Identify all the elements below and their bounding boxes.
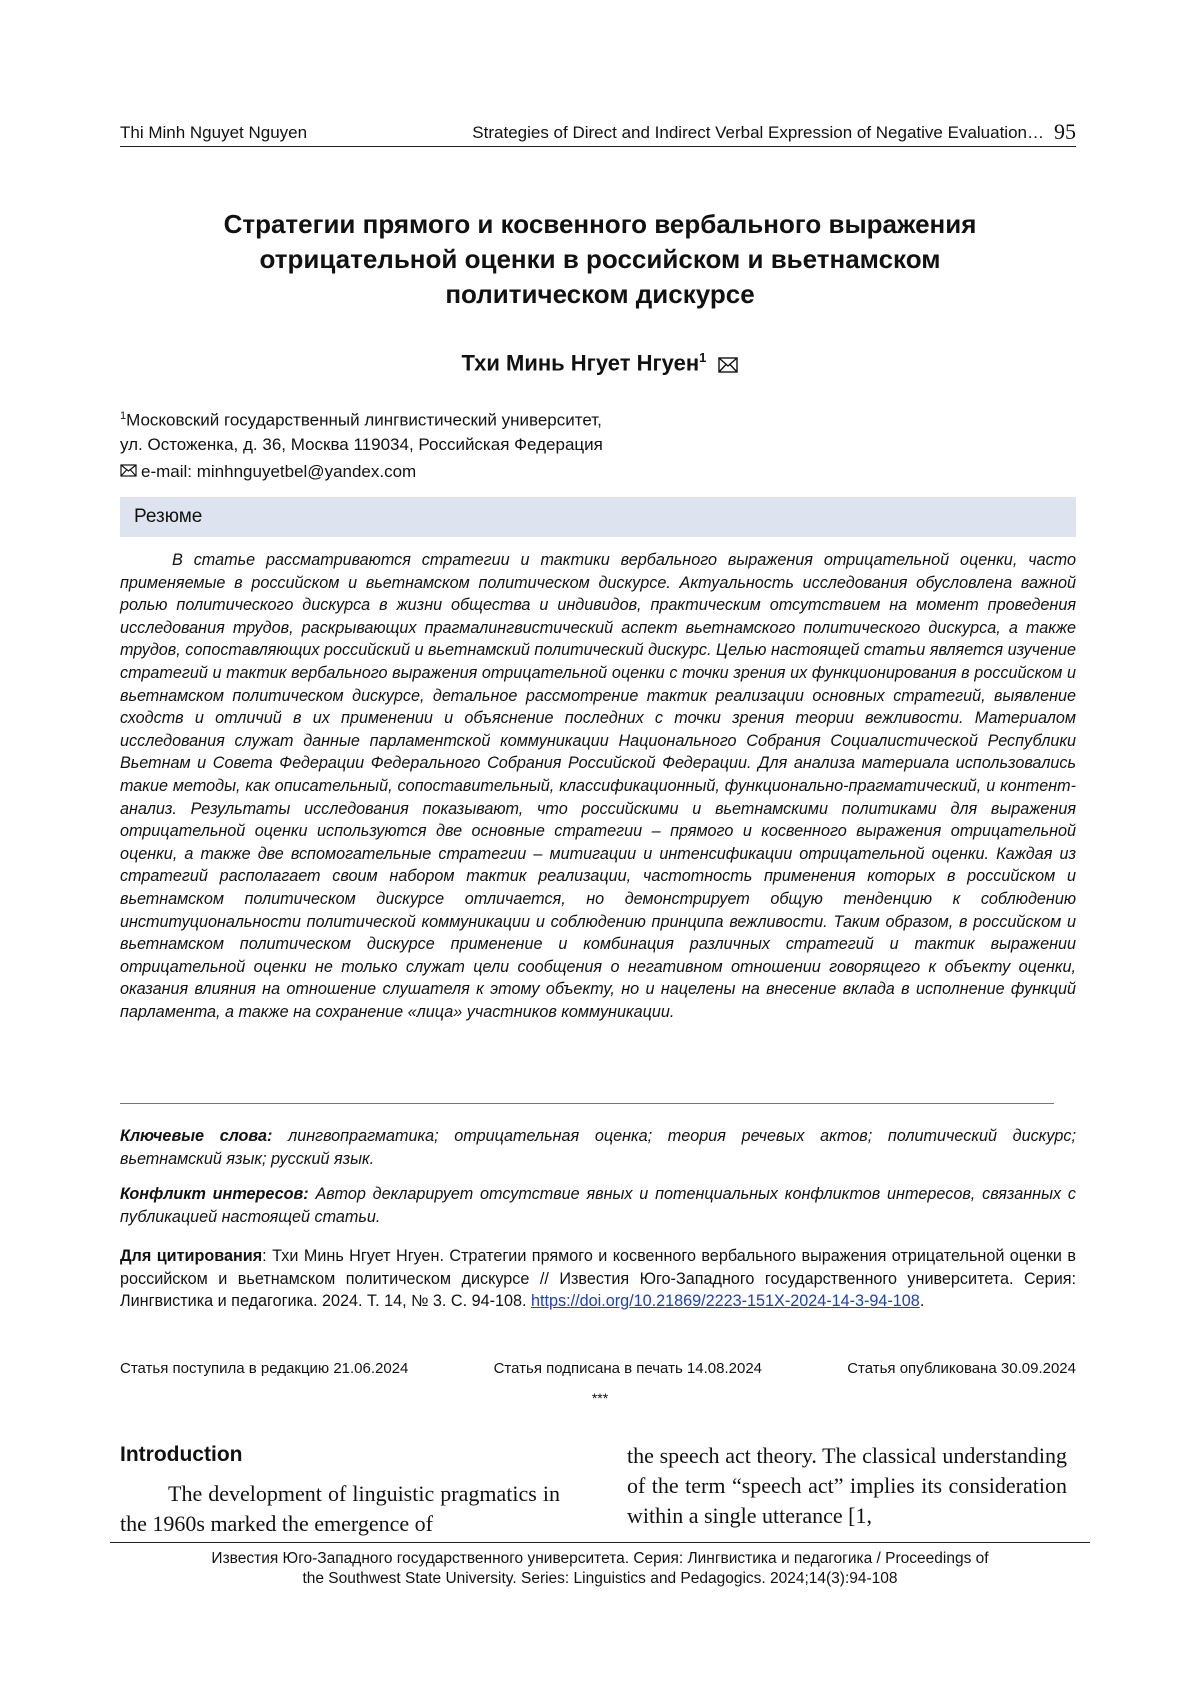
envelope-icon[interactable]: [718, 353, 738, 379]
abstract-text: В статье рассматриваются стратегии и тактики вербального выражения отрицательной оценки, часто применяемые в российском и вьетнамском политическом дискурсе. Актуальность исследования обусловлена важной ролью политического дискурса в жизни общества и индивидов, практическим отсутствием на момент проведения исследования трудов, раскрывающих прагмалингвистический аспект вьетнамского политического дискурса, а также трудов, сопоставляющих российский и вьетнамский политический дискурс. Целью настоящей статьи является изучение стратегий и тактик вербального выражения отрицательной оценки с точки зрения их функционирования в российском и вьетнамском политическом дискурсе, детальное рассмотрение тактик реализации основных стратегий, выявление сходств и отличий в их применении и объяснение последних с точки зрения теории вежливости. Материалом исследования служат данные парламентской коммуникации Национального Собрания Социалистической Республики Вьетнам и Совета Федерации Федерального Собрания Российской Федерации. Для анализа материала использовались такие методы, как описательный, сопоставительный, классификационный, функционально-прагматический, и контент-анализ. Результаты исследования показывают, что российскими и вьетнамскими политиками для выражения отрицательной оценки используются две основные стратегии – прямого и косвенного выражения отрицательной оценки, а также две вспомогательные стратегии – митигации и интенсификации отрицательной оценки. Каждая из стратегий располагает своим набором тактик реализации, частотность применения которых в российском и вьетнамском политическом дискурсе отличается, но демонстрирует общую тенденцию к соблюдению институциональности политической коммуникации и соблюдению принципа вежливости. Таким образом, в российском и вьетнамском политическом дискурсе применение и комбинация различных стратегий и тактик выражении отрицательной оценки не только служат цели сообщения о негативном отношении говорящего к объекту оценки, оказания влияния на отношение слушателя к этому объекту, но и нацелены на внесение вклада в исполнение функций парламента, а также на сохранение «лица» участников коммуникации.: [120, 549, 1076, 1023]
author-line: [0, 350, 1200, 379]
page-number: 95: [1054, 121, 1076, 143]
affiliation-line: ул. Остоженка, д. 36, Москва 119034, Российская Федерация: [120, 433, 603, 457]
author-affil-sup: 1: [699, 350, 706, 365]
article-page: [0, 0, 1200, 1698]
citation-label: Для цитирования: [120, 1247, 262, 1265]
journal-footer: [110, 1542, 1090, 1589]
resume-label: Резюме: [134, 506, 202, 528]
doi-link[interactable]: https://doi.org/10.21869/2223-151X-2024-14-3-94-108: [531, 1292, 920, 1310]
keywords-label: Ключевые слова:: [120, 1127, 272, 1145]
email-line: [120, 462, 416, 482]
affiliation: [120, 404, 603, 457]
date-published: Статья опубликована 30.09.2024: [847, 1360, 1076, 1377]
header-short-title: Strategies of Direct and Indirect Verbal Expression of Negative Evaluation…: [307, 123, 1054, 143]
affiliation-sup: 1: [120, 410, 126, 422]
citation: [120, 1245, 1076, 1313]
footer-line: Известия Юго-Западного государственного университета. Серия: Лингвистика и педагогика / Proceedings of: [110, 1549, 1090, 1569]
conflict-text: Автор декларирует отсутствие явных и потенциальных конфликтов интересов, связанных с публикацией настоящей статьи.: [120, 1185, 1076, 1226]
conflict-label: Конфликт интересов:: [120, 1185, 309, 1203]
date-accepted: Статья подписана в печать 14.08.2024: [494, 1360, 762, 1377]
introduction-heading: Introduction: [120, 1443, 242, 1467]
title-line: отрицательной оценки в российском и вьетнамском: [150, 242, 1050, 277]
article-title: [150, 207, 1050, 312]
footer-line: the Southwest State University. Series: Linguistics and Pedagogics. 2024;14(3):94-108: [110, 1569, 1090, 1589]
citation-text: : Тхи Минь Нгует Нгуен. Стратегии прямого и косвенного вербального выражения отрицательной оценки в российском и вьетнамском политическом дискурсе // Известия Юго-Западного государственного университета. Серия: Лингвистика и педагогика. 2024. Т. 14, № 3. С. 94-108.: [120, 1247, 1076, 1310]
section-separator: ***: [0, 1390, 1200, 1406]
publication-dates: [120, 1360, 1076, 1377]
header-author: Thi Minh Nguyet Nguyen: [120, 123, 307, 143]
date-received: Статья поступила в редакцию 21.06.2024: [120, 1360, 408, 1377]
keywords-text: лингвопрагматика; отрицательная оценка; теория речевых актов; политический дискурс; вьетнамский язык; русский язык.: [120, 1127, 1076, 1168]
intro-left-column: The development of linguistic pragmatics in the 1960s marked the emergence of: [120, 1479, 560, 1539]
author-name: Тхи Минь Нгует Нгуен: [462, 350, 700, 375]
title-line: политическом дискурсе: [150, 277, 1050, 312]
email-address[interactable]: e-mail: minhnguyetbel@yandex.com: [141, 462, 416, 482]
keywords: [120, 1125, 1076, 1170]
conflict-of-interest: [120, 1183, 1076, 1228]
title-line: Стратегии прямого и косвенного вербального выражения: [150, 207, 1050, 242]
citation-end: .: [920, 1292, 925, 1310]
affiliation-line: Московский государственный лингвистический университет,: [126, 411, 602, 430]
envelope-icon: [120, 462, 137, 482]
intro-right-column: the speech act theory. The classical understanding of the term “speech act” implies its consideration within a single utterance [1,: [627, 1441, 1067, 1531]
resume-heading: [120, 497, 1076, 537]
divider: [120, 1103, 1054, 1104]
running-header: [120, 115, 1076, 147]
